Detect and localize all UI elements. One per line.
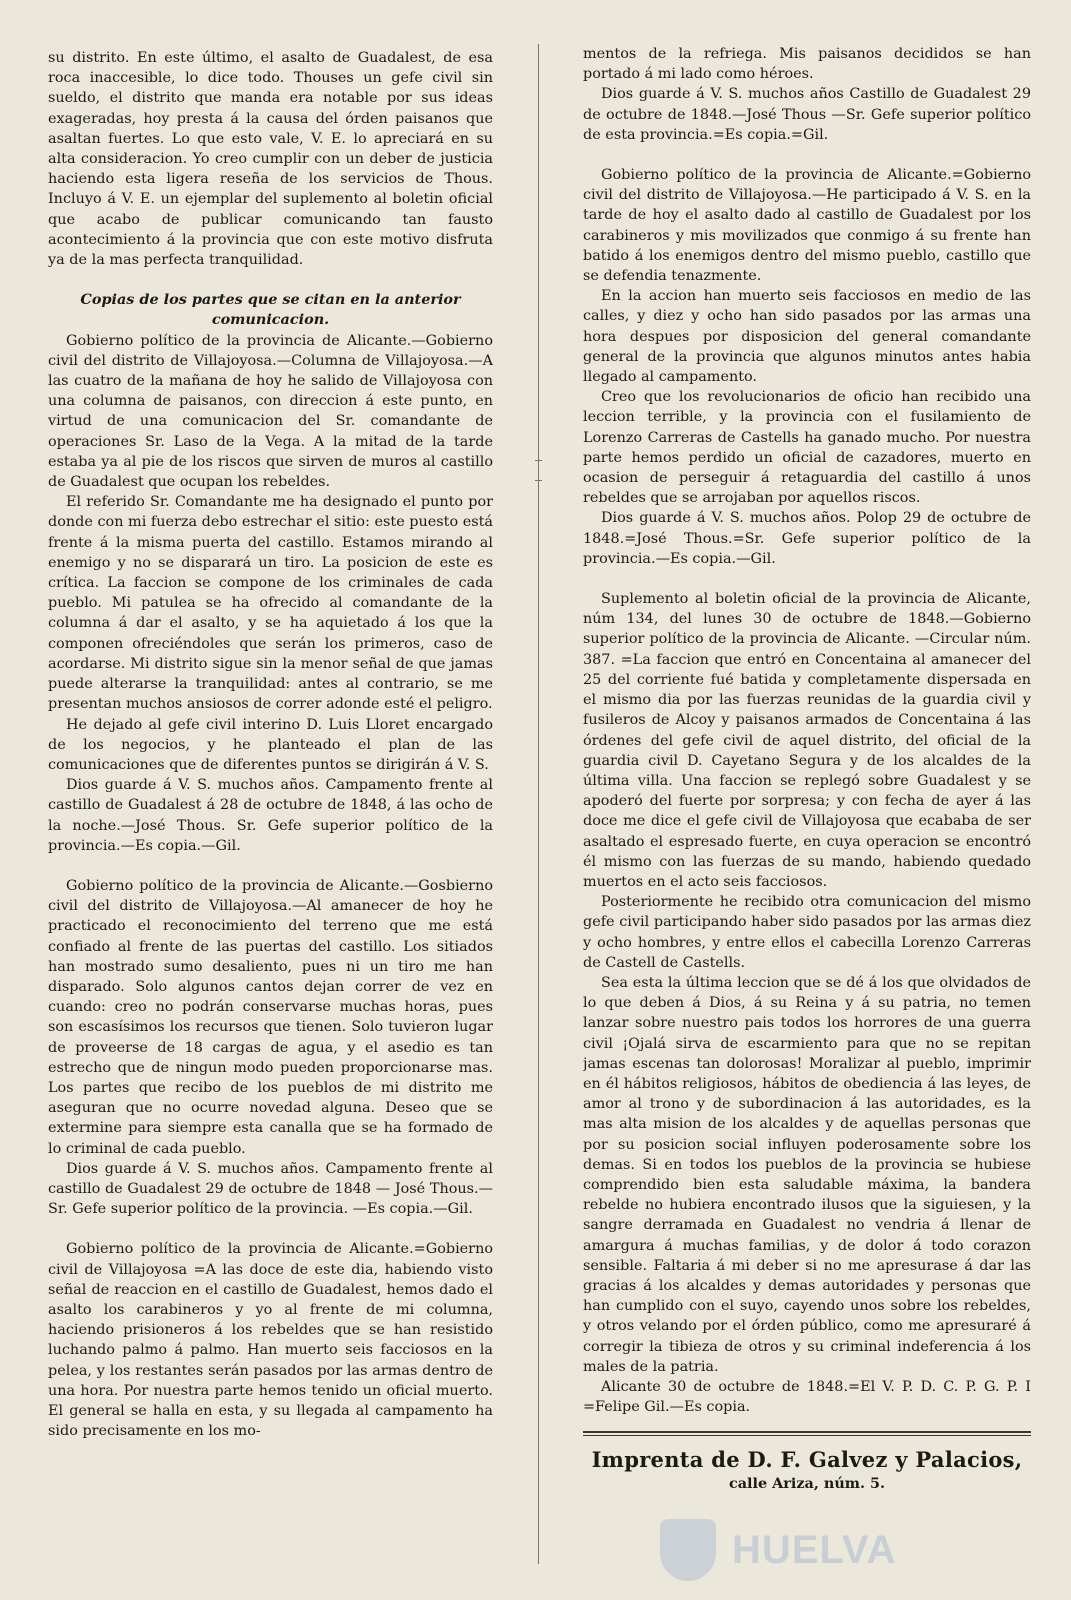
paragraph: Dios guarde á V. S. muchos años Castillo de Guadalest 29 de octubre de 1848.—José Thous —Sr. Gefe superior político de esta provincia.=Es copia.=Gil.	[583, 86, 1031, 143]
paragraph: Sea esta la última leccion que se dé á los que olvidados de lo que deben á Dios, á su Reina y á su patria, no temen lanzar sobre nuestro pais todos los horrores de una guerra civil ¡Ojalá sirva de escarmiento para que no se repitan jamas escenas tan dolorosas! Moralizar al pueblo, imprimir en él hábitos religiosos, hábitos de obediencia á las leyes, de amor al trono y de subordinacion á las autoridades, es la mas alta mision de los alcaldes y de aquellas personas que por su posicion social influyen poderosamente sobre los demas. Si en todos los pueblos de la provincia se hubiese comprendido bien esta saludable máxima, la bandera rebelde no hubiera encontrado ilusos que la siguiesen, y la sangre derramada en Guadalest no vendria á llenar de amargura á muchas familias, y de dolor á todo corazon sensible. Faltaria á mi deber si no me apresurase á dar las gracias á los alcaldes y demas autoridades y personas que han cumplido con el suyo, cayendo unos sobre los rebeldes, y otros velando por el órden público, como me apresuraré á corregir la tibieza de otros y su criminal indeferencia á los males de la patria.	[583, 974, 1031, 1375]
column-divider	[538, 44, 539, 1564]
paragraph: Dios guarde á V. S. muchos años. Campamento frente al castillo de Guadalest 29 de octubre de 1848 — José Thous.—Sr. Gefe superior político de la provincia. —Es copia.—Gil.	[48, 1160, 493, 1218]
imprint-address: calle Ariza, núm. 5.	[728, 1475, 886, 1493]
spacer	[583, 145, 1031, 165]
paragraph: su distrito. En este último, el asalto de Guadalest, de esa roca inaccesible, lo dice todo. Thouses un gefe civil sin sueldo, el distrito que manda era notable por sus ideas exageradas, hoy presta á la causa del órden paisanos que asaltan fuertes. Lo que esto vale, V. E. lo apreciará en su alta consideracion. Yo creo cumplir con un deber de justicia haciendo esta ligera reseña de los servicios de Thous. Incluyo á V. E. un ejemplar del suplemento al boletin oficial que acabo de publicar comunicando tan fausto acontecimiento á la provincia que con este motivo disfruta ya de la mas perfecta tranquilidad.	[48, 50, 493, 269]
paragraph: Gobierno político de la provincia de Alicante.—Gosbierno civil del distrito de Villajoyosa.—Al amanecer de hoy he practicado el reconocimiento del terreno que me está confiado al frente de las puertas del castillo. Los sitiados han mostrado sumo desaliento, pues ni un tiro me han disparado. Solo algunos cantos dejan correr de vez en cuando: creo no podrán conservarse muchas horas, pues son escasísimos los recursos que tienen. Solo tuvieron lugar de proveerse de 18 cargas de agua, y el asedio es tan estrecho que de ningun modo pueden proporcionarse mas. Los partes que recibo de los pueblos de mi distrito me aseguran que no ocurre novedad alguna. Deseo que se extermine para siempre esta canalla que se ha formado de lo criminal de cada pueblo.	[48, 877, 493, 1157]
paragraph: Gobierno político de la provincia de Alicante.=Gobierno civil del distrito de Villajoyosa.—He participado á V. S. en la tarde de hoy el asalto dado al castillo de Guadalest por los carabineros y mis movilizados que conmigo á su frente han batido á los enemigos dentro del mismo pueblo, castillo que se defendia tenazmente.	[583, 167, 1031, 285]
paragraph: Dios guarde á V. S. muchos años. Polop 29 de octubre de 1848.=José Thous.=Sr. Gefe superior político de la provincia.—Es copia.—Gil.	[583, 510, 1031, 567]
imprint-rule	[583, 1431, 1031, 1436]
paragraph: Alicante 30 de octubre de 1848.=El V. P. D. C. P. G. P. I =Felipe Gil.—Es copia.	[583, 1379, 1031, 1416]
paragraph: En la accion han muerto seis facciosos en medio de las calles, y diez y ocho han sido pasados por las armas una hora despues por disposicion del general comandante general de la provincia que algunos minutos antes habia llegado al campamento.	[583, 288, 1031, 386]
shield-icon	[660, 1519, 716, 1581]
spacer	[48, 1219, 493, 1239]
paragraph: Dios guarde á V. S. muchos años. Campamento frente al castillo de Guadalest á 28 de octubre de 1848, á las ocho de la noche.—José Thous. Sr. Gefe superior político de la provincia.—Es copia.—Gil.	[48, 777, 493, 854]
spacer	[48, 270, 493, 290]
left-column	[48, 48, 493, 1548]
watermark-text: HUELVA	[732, 1527, 897, 1572]
paragraph: Creo que los revolucionarios de oficio han recibido una leccion terrible, y la provincia con el fusilamiento de Lorenzo Carreras de Castells ha ganado mucho. Por nuestra parte hemos perdido un oficial de cazadores, muerto en ocasion de perseguir á retaguardia del castillo á unos rebeldes que se arrojaban por aquellos riscos.	[583, 389, 1031, 507]
paragraph: Suplemento al boletin oficial de la provincia de Alicante, núm 134, del lunes 30 de octubre de 1848.—Gobierno superior político de la provincia de Alicante. —Circular núm. 387. =La faccion que entró en Concentaina al amanecer del 25 del corriente fué batida y completamente dispersada en el mismo dia por las fuerzas reunidas de la guardia civil y fusileros de Alcoy y paisanos armados de Concentaina á las órdenes del gefe civil de aquel distrito, del oficial de la guardia civil D. Cayetano Segura y de los alcaldes de la última villa. Una faccion se replegó sobre Guadalest y se apoderó del fuerte por sorpresa; y con fecha de ayer á las doce me dice el gefe civil de Villajoyosa que ecababa de ser asaltado el espresado fuerte, en cuya operacion se encontró él mismo con las fuerzas de su mando, habiendo quedado muertos en el acto seis facciosos.	[583, 591, 1031, 890]
library-watermark	[660, 1510, 990, 1590]
spacer	[583, 569, 1031, 589]
paragraph: He dejado al gefe civil interino D. Luis Lloret encargado de los negocios, y he planteado el plan de las comunicaciones que de diferentes puntos se dirigirán á V. S.	[48, 716, 493, 773]
paragraph: mentos de la refriega. Mis paisanos decididos se han portado á mi lado como héroes.	[583, 46, 1031, 83]
paragraph: El referido Sr. Comandante me ha designado el punto por donde con mi fuerza debo estrechar el sitio: este puesto está frente á la misma puerta del castillo. Estamos mirando al enemigo y no se disparará un tiro. La posicion de este es crítica. La faccion se compone de los criminales de cada pueblo. Mi patulea se ha ofrecido al comandante de la columna á dar el asalto, y se ha aquietado á los que la componen ofreciéndoles que serán los primeros, caso de acordarse. Mi distrito sigue sin la menor señal de que jamas puede alterarse la tranquilidad: antes al contrario, se me presentan muchos ansiosos de correr adonde esté el peligro.	[48, 494, 493, 713]
divider-tick	[535, 480, 542, 481]
paragraph: Posteriormente he recibido otra comunicacion del mismo gefe civil participando haber sido pasados por las armas diez y ocho hombres, y entre ellos el cabecilla Lorenzo Carreras de Castell de Castells.	[583, 894, 1031, 971]
spacer	[48, 856, 493, 876]
paragraph: Gobierno político de la provincia de Alicante.—Gobierno civil del distrito de Villajoyosa.—Columna de Villajoyosa.—A las cuatro de la mañana de hoy he salido de Villajoyosa con una columna de paisanos, con direccion á este punto, en virtud de una comunicacion del Sr. comandante de operaciones Sr. Laso de la Vega. A la mitad de la tarde estaba ya al pie de los riscos que sirven de muros al castillo de Guadalest que ocupan los rebeldes.	[48, 332, 493, 491]
paragraph: Gobierno político de la provincia de Alicante.=Gobierno civil de Villajoyosa =A las doce de este dia, habiendo visto señal de reaccion en el castillo de Guadalest, hemos dado el asalto los carabineros y yo al frente de mi columna, haciendo prisioneros á los rebeldes que se han resistido luchando palmo á palmo. Han muerto seis facciosos en la pelea, y los restantes serán pasados por las armas dentro de una hora. Por nuestra parte hemos tenido un oficial muerto. El general se halla en esta, y su llegada al campamento ha sido precisamente en los mo-	[48, 1241, 493, 1440]
imprint-name: Imprenta de D. F. Galvez y Palacios,	[591, 1447, 1023, 1473]
section-heading: Copias de los partes que se citan en la anterior comunicacion.	[80, 291, 461, 329]
divider-tick	[535, 460, 542, 461]
right-column	[583, 44, 1031, 1544]
